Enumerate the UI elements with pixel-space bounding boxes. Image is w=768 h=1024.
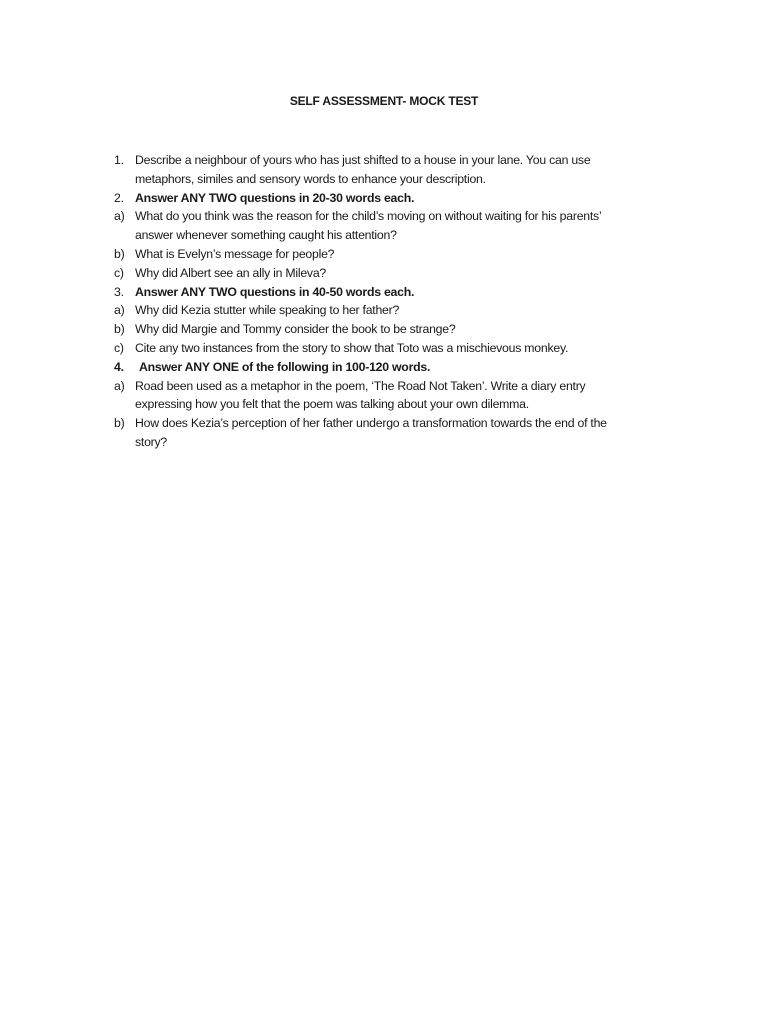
text-line: Answer ANY TWO questions in 40-50 words each. (135, 284, 415, 299)
item-marker: 1. (114, 153, 124, 167)
question-3b (114, 320, 674, 339)
item-text (135, 301, 399, 320)
item-text (135, 151, 590, 189)
text-line: metaphors, similes and sensory words to enhance your description. (135, 171, 486, 186)
text-line: Why did Kezia stutter while speaking to her father? (135, 303, 400, 318)
text-line: Describe a neighbour of yours who has just shifted to a house in your lane. You can use (135, 153, 591, 167)
text-line: answer whenever something caught his attention? (135, 228, 397, 243)
item-marker: a) (114, 378, 125, 393)
item-marker: a) (114, 303, 125, 318)
item-marker: 3. (114, 284, 124, 299)
question-1 (114, 151, 674, 189)
question-2a (114, 207, 674, 245)
text-line: Road been used as a metaphor in the poem, ‘The Road Not Taken’. Write a diary entry (135, 378, 586, 393)
text-line: Why did Margie and Tommy consider the book to be strange? (135, 322, 456, 337)
text-line: How does Kezia’s perception of her father undergo a transformation towards the end of the (135, 416, 607, 431)
item-text (135, 264, 326, 283)
item-marker: b) (114, 416, 125, 431)
item-text (135, 283, 414, 302)
text-line: Answer ANY ONE of the following in 100-120 words. (139, 359, 431, 374)
question-3a (114, 301, 674, 320)
text-line: Why did Albert see an ally in Mileva? (135, 265, 327, 280)
text-line: What is Evelyn’s message for people? (135, 246, 335, 261)
question-4a (114, 377, 674, 415)
item-marker: c) (114, 340, 124, 355)
question-3c (114, 339, 674, 358)
item-text (135, 358, 430, 377)
item-text (135, 245, 334, 264)
text-line: story? (135, 434, 167, 449)
item-text (135, 189, 414, 208)
item-text (135, 377, 585, 415)
item-marker: a) (114, 209, 125, 224)
text-line: What do you think was the reason for the child’s moving on without waiting for his parents’ (135, 209, 602, 224)
question-2c (114, 264, 674, 283)
item-text (135, 207, 601, 245)
item-marker: 2. (114, 190, 124, 205)
text-line: Answer ANY TWO questions in 20-30 words each. (135, 190, 415, 205)
question-list (114, 151, 674, 452)
item-marker: b) (114, 246, 125, 261)
text-line: expressing how you felt that the poem was talking about your own dilemma. (135, 397, 529, 412)
section-4-heading (114, 358, 674, 377)
section-3-heading (114, 283, 674, 302)
page-title: SELF ASSESSMENT- MOCK TEST (289, 94, 479, 108)
item-marker: c) (114, 265, 124, 280)
item-text (135, 414, 607, 452)
question-2b (114, 245, 674, 264)
question-4b (114, 414, 674, 452)
item-marker: 4. (114, 359, 124, 374)
section-2-heading (114, 189, 674, 208)
text-line: Cite any two instances from the story to show that Toto was a mischievous monkey. (135, 340, 569, 355)
item-text (135, 320, 455, 339)
item-text (135, 339, 568, 358)
item-marker: b) (114, 322, 125, 337)
